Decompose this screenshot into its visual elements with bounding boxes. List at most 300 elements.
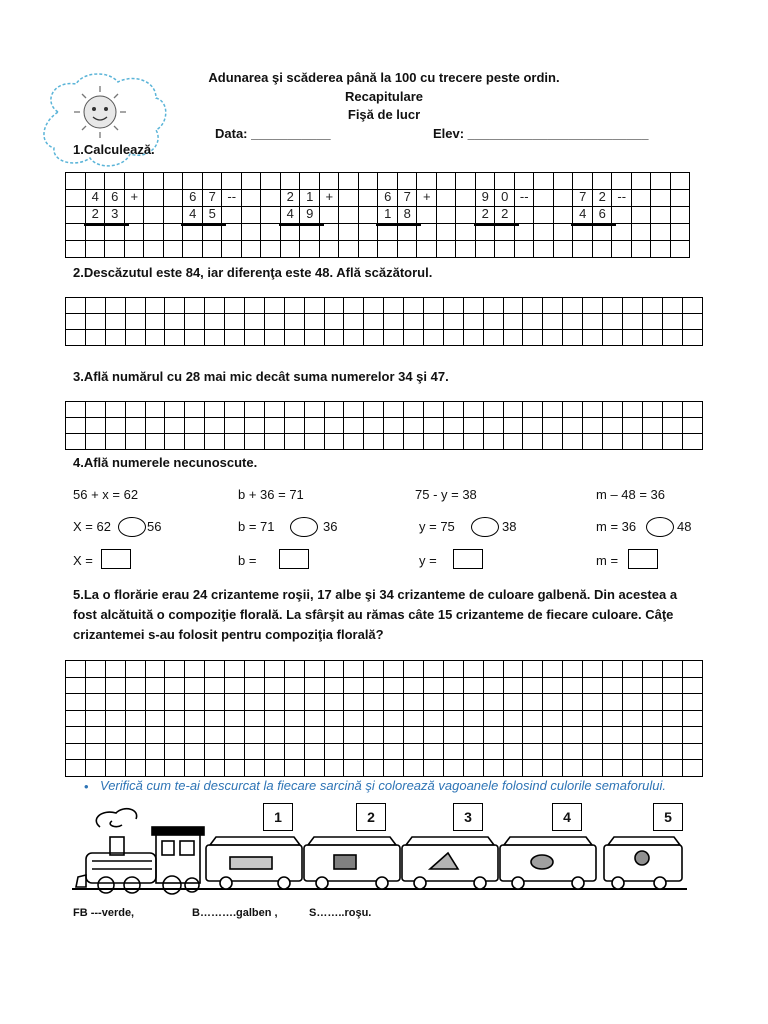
grid-cell[interactable] xyxy=(651,173,671,190)
grid-cell[interactable] xyxy=(125,727,145,744)
grid-cell[interactable] xyxy=(245,760,265,777)
grid-cell[interactable] xyxy=(642,434,662,450)
grid-cell[interactable] xyxy=(344,677,364,694)
grid-cell[interactable] xyxy=(622,434,642,450)
grid-cell[interactable] xyxy=(631,241,651,258)
grid-cell[interactable] xyxy=(284,727,304,744)
grid-cell[interactable] xyxy=(364,434,384,450)
grid-cell[interactable] xyxy=(456,207,476,224)
grid-cell[interactable] xyxy=(225,694,245,711)
grid-cell[interactable] xyxy=(225,760,245,777)
grid-cell[interactable] xyxy=(264,402,284,418)
grid-cell[interactable] xyxy=(642,710,662,727)
grid-cell[interactable] xyxy=(384,434,404,450)
grid-cell[interactable] xyxy=(205,298,225,314)
grid-cell[interactable] xyxy=(424,710,444,727)
grid-cell[interactable] xyxy=(264,661,284,678)
grid-cell[interactable] xyxy=(225,402,245,418)
grid-cell[interactable] xyxy=(304,402,324,418)
grid-cell[interactable] xyxy=(124,224,144,241)
grid-cell[interactable] xyxy=(66,330,86,346)
grid-cell[interactable] xyxy=(523,314,543,330)
grid-cell[interactable] xyxy=(364,661,384,678)
grid-cell[interactable] xyxy=(534,241,554,258)
grid-cell[interactable] xyxy=(443,434,463,450)
grid-cell[interactable] xyxy=(543,710,563,727)
grid-cell[interactable] xyxy=(261,241,281,258)
grid-cell[interactable] xyxy=(85,760,105,777)
grid-cell[interactable] xyxy=(384,661,404,678)
grid-cell[interactable] xyxy=(456,241,476,258)
grid-cell[interactable] xyxy=(603,402,623,418)
result3-box[interactable] xyxy=(453,549,483,569)
grid-cell[interactable] xyxy=(264,434,284,450)
grid-cell[interactable] xyxy=(66,173,86,190)
grid-cell[interactable] xyxy=(612,241,632,258)
grid-cell[interactable] xyxy=(300,224,320,241)
grid-cell[interactable] xyxy=(165,760,185,777)
grid-cell[interactable] xyxy=(225,677,245,694)
grid-cell[interactable] xyxy=(185,710,205,727)
grid-cell[interactable] xyxy=(364,677,384,694)
grid-cell[interactable] xyxy=(344,330,364,346)
grid-cell[interactable] xyxy=(125,314,145,330)
grid-cell[interactable] xyxy=(583,760,603,777)
grid-cell[interactable] xyxy=(125,694,145,711)
grid-cell[interactable] xyxy=(514,224,534,241)
grid-cell[interactable] xyxy=(145,434,165,450)
grid-cell[interactable] xyxy=(483,727,503,744)
grid-cell[interactable] xyxy=(378,241,398,258)
grid-cell[interactable] xyxy=(185,661,205,678)
grid-cell[interactable] xyxy=(241,241,261,258)
grid-cell[interactable] xyxy=(424,677,444,694)
task2-grid[interactable] xyxy=(65,297,703,346)
grid-cell[interactable] xyxy=(583,677,603,694)
grid-cell[interactable] xyxy=(563,314,583,330)
grid-cell[interactable] xyxy=(245,298,265,314)
grid-cell[interactable] xyxy=(642,661,662,678)
grid-cell[interactable] xyxy=(284,434,304,450)
grid-cell[interactable] xyxy=(563,677,583,694)
grid-cell[interactable] xyxy=(66,224,86,241)
grid-cell[interactable] xyxy=(612,224,632,241)
grid-cell[interactable] xyxy=(523,743,543,760)
grid-cell[interactable] xyxy=(563,418,583,434)
grid-cell[interactable] xyxy=(662,677,682,694)
grid-cell[interactable] xyxy=(300,173,320,190)
grid-cell[interactable] xyxy=(603,677,623,694)
grid-cell[interactable] xyxy=(622,330,642,346)
grid-cell[interactable] xyxy=(185,434,205,450)
grid-cell[interactable] xyxy=(319,224,339,241)
grid-cell[interactable] xyxy=(603,694,623,711)
grid-cell[interactable] xyxy=(324,402,344,418)
grid-cell[interactable] xyxy=(105,661,125,678)
grid-cell[interactable] xyxy=(642,330,662,346)
grid-cell[interactable] xyxy=(583,727,603,744)
grid-cell[interactable] xyxy=(443,760,463,777)
grid-cell[interactable] xyxy=(503,402,523,418)
grid-cell[interactable] xyxy=(85,173,105,190)
grid-cell[interactable] xyxy=(66,298,86,314)
grid-cell[interactable] xyxy=(358,173,378,190)
grid-cell[interactable] xyxy=(241,224,261,241)
grid-cell[interactable] xyxy=(417,173,437,190)
grid-cell[interactable] xyxy=(483,298,503,314)
grid-cell[interactable] xyxy=(105,314,125,330)
grid-cell[interactable] xyxy=(284,298,304,314)
grid-cell[interactable] xyxy=(125,710,145,727)
grid-cell[interactable] xyxy=(424,760,444,777)
grid-cell[interactable] xyxy=(124,207,144,224)
grid-cell[interactable] xyxy=(503,434,523,450)
grid-cell[interactable] xyxy=(622,727,642,744)
grid-cell[interactable] xyxy=(145,314,165,330)
grid-cell[interactable] xyxy=(185,743,205,760)
grid-cell[interactable] xyxy=(205,661,225,678)
grid-cell[interactable] xyxy=(378,224,398,241)
grid-cell[interactable] xyxy=(424,314,444,330)
grid-cell[interactable] xyxy=(304,418,324,434)
grid-cell[interactable] xyxy=(483,402,503,418)
grid-cell[interactable] xyxy=(85,661,105,678)
grid-cell[interactable] xyxy=(264,298,284,314)
grid-cell[interactable] xyxy=(463,743,483,760)
grid-cell[interactable] xyxy=(483,694,503,711)
grid-cell[interactable] xyxy=(583,661,603,678)
grid-cell[interactable] xyxy=(304,434,324,450)
grid-cell[interactable] xyxy=(85,298,105,314)
grid-cell[interactable] xyxy=(583,314,603,330)
grid-cell[interactable] xyxy=(205,434,225,450)
grid-cell[interactable] xyxy=(105,173,125,190)
grid-cell[interactable] xyxy=(163,224,183,241)
grid-cell[interactable] xyxy=(483,418,503,434)
grid-cell[interactable] xyxy=(105,694,125,711)
grid-cell[interactable] xyxy=(85,434,105,450)
grid-cell[interactable] xyxy=(165,743,185,760)
grid-cell[interactable] xyxy=(125,760,145,777)
grid-cell[interactable] xyxy=(105,224,125,241)
grid-cell[interactable] xyxy=(165,677,185,694)
grid-cell[interactable] xyxy=(563,298,583,314)
grid-cell[interactable] xyxy=(124,173,144,190)
grid-cell[interactable] xyxy=(304,694,324,711)
grid-cell[interactable] xyxy=(185,314,205,330)
grid-cell[interactable] xyxy=(404,314,424,330)
grid-cell[interactable] xyxy=(523,434,543,450)
grid-cell[interactable] xyxy=(222,207,242,224)
grid-cell[interactable] xyxy=(304,330,324,346)
grid-cell[interactable] xyxy=(304,727,324,744)
grid-cell[interactable] xyxy=(145,727,165,744)
grid-cell[interactable] xyxy=(304,314,324,330)
grid-cell[interactable] xyxy=(66,314,86,330)
grid-cell[interactable] xyxy=(503,314,523,330)
grid-cell[interactable] xyxy=(612,173,632,190)
grid-cell[interactable] xyxy=(245,661,265,678)
grid-cell[interactable] xyxy=(125,402,145,418)
grid-cell[interactable] xyxy=(165,330,185,346)
grid-cell[interactable] xyxy=(225,314,245,330)
grid-cell[interactable] xyxy=(105,418,125,434)
grid-cell[interactable] xyxy=(631,207,651,224)
grid-cell[interactable] xyxy=(324,418,344,434)
grid-cell[interactable] xyxy=(324,743,344,760)
grid-cell[interactable] xyxy=(603,434,623,450)
grid-cell[interactable] xyxy=(245,402,265,418)
grid-cell[interactable] xyxy=(436,190,456,207)
grid-cell[interactable] xyxy=(443,677,463,694)
grid-cell[interactable] xyxy=(202,173,222,190)
grid-cell[interactable] xyxy=(622,694,642,711)
grid-cell[interactable] xyxy=(463,298,483,314)
grid-cell[interactable] xyxy=(523,661,543,678)
grid-cell[interactable] xyxy=(682,694,702,711)
grid-cell[interactable] xyxy=(124,241,144,258)
grid-cell[interactable] xyxy=(483,661,503,678)
grid-cell[interactable] xyxy=(682,677,702,694)
grid-cell[interactable] xyxy=(344,727,364,744)
grid-cell[interactable] xyxy=(245,743,265,760)
result1-box[interactable] xyxy=(101,549,131,569)
grid-cell[interactable] xyxy=(358,224,378,241)
grid-cell[interactable] xyxy=(145,661,165,678)
grid-cell[interactable] xyxy=(563,743,583,760)
grid-cell[interactable] xyxy=(573,173,593,190)
grid-cell[interactable] xyxy=(503,694,523,711)
grid-cell[interactable] xyxy=(463,760,483,777)
grid-cell[interactable] xyxy=(185,760,205,777)
grid-cell[interactable] xyxy=(324,661,344,678)
grid-cell[interactable] xyxy=(523,330,543,346)
grid-cell[interactable] xyxy=(583,330,603,346)
task3-grid[interactable] xyxy=(65,401,703,450)
grid-cell[interactable] xyxy=(344,298,364,314)
grid-cell[interactable] xyxy=(66,743,86,760)
operator-oval-3[interactable] xyxy=(471,517,499,537)
grid-cell[interactable] xyxy=(642,743,662,760)
grid-cell[interactable] xyxy=(662,330,682,346)
grid-cell[interactable] xyxy=(523,727,543,744)
grid-cell[interactable] xyxy=(165,694,185,711)
grid-cell[interactable] xyxy=(339,241,359,258)
grid-cell[interactable] xyxy=(553,241,573,258)
grid-cell[interactable] xyxy=(85,727,105,744)
grid-cell[interactable] xyxy=(651,190,671,207)
grid-cell[interactable] xyxy=(364,743,384,760)
grid-cell[interactable] xyxy=(165,710,185,727)
grid-cell[interactable] xyxy=(662,298,682,314)
grid-cell[interactable] xyxy=(553,173,573,190)
grid-cell[interactable] xyxy=(205,694,225,711)
grid-cell[interactable] xyxy=(543,760,563,777)
grid-cell[interactable] xyxy=(642,760,662,777)
grid-cell[interactable] xyxy=(463,402,483,418)
grid-cell[interactable] xyxy=(662,760,682,777)
grid-cell[interactable] xyxy=(543,743,563,760)
grid-cell[interactable] xyxy=(284,743,304,760)
grid-cell[interactable] xyxy=(344,694,364,711)
grid-cell[interactable] xyxy=(85,330,105,346)
grid-cell[interactable] xyxy=(563,330,583,346)
grid-cell[interactable] xyxy=(241,207,261,224)
grid-cell[interactable] xyxy=(384,402,404,418)
grid-cell[interactable] xyxy=(222,173,242,190)
grid-cell[interactable] xyxy=(622,760,642,777)
grid-cell[interactable] xyxy=(66,418,86,434)
grid-cell[interactable] xyxy=(612,207,632,224)
grid-cell[interactable] xyxy=(324,330,344,346)
grid-cell[interactable] xyxy=(483,743,503,760)
grid-cell[interactable] xyxy=(573,224,593,241)
grid-cell[interactable] xyxy=(417,241,437,258)
grid-cell[interactable] xyxy=(319,241,339,258)
grid-cell[interactable] xyxy=(304,677,324,694)
result4-box[interactable] xyxy=(628,549,658,569)
grid-cell[interactable] xyxy=(503,743,523,760)
grid-cell[interactable] xyxy=(642,727,662,744)
grid-cell[interactable] xyxy=(85,314,105,330)
grid-cell[interactable] xyxy=(563,661,583,678)
grid-cell[interactable] xyxy=(163,207,183,224)
grid-cell[interactable] xyxy=(284,760,304,777)
grid-cell[interactable] xyxy=(284,418,304,434)
grid-cell[interactable] xyxy=(417,207,437,224)
grid-cell[interactable] xyxy=(583,743,603,760)
grid-cell[interactable] xyxy=(436,241,456,258)
grid-cell[interactable] xyxy=(105,298,125,314)
grid-cell[interactable] xyxy=(66,710,86,727)
grid-cell[interactable] xyxy=(397,224,417,241)
grid-cell[interactable] xyxy=(183,241,203,258)
grid-cell[interactable] xyxy=(682,330,702,346)
grid-cell[interactable] xyxy=(105,241,125,258)
grid-cell[interactable] xyxy=(682,314,702,330)
grid-cell[interactable] xyxy=(245,314,265,330)
grid-cell[interactable] xyxy=(543,661,563,678)
grid-cell[interactable] xyxy=(553,207,573,224)
grid-cell[interactable] xyxy=(304,298,324,314)
grid-cell[interactable] xyxy=(185,330,205,346)
grid-cell[interactable] xyxy=(205,760,225,777)
grid-cell[interactable] xyxy=(105,727,125,744)
grid-cell[interactable] xyxy=(344,402,364,418)
grid-cell[interactable] xyxy=(384,710,404,727)
grid-cell[interactable] xyxy=(642,298,662,314)
grid-cell[interactable] xyxy=(642,418,662,434)
grid-cell[interactable] xyxy=(225,418,245,434)
grid-cell[interactable] xyxy=(642,677,662,694)
grid-cell[interactable] xyxy=(284,661,304,678)
grid-cell[interactable] xyxy=(339,173,359,190)
grid-cell[interactable] xyxy=(662,418,682,434)
grid-cell[interactable] xyxy=(543,434,563,450)
grid-cell[interactable] xyxy=(563,694,583,711)
grid-cell[interactable] xyxy=(682,661,702,678)
grid-cell[interactable] xyxy=(404,434,424,450)
grid-cell[interactable] xyxy=(583,402,603,418)
grid-cell[interactable] xyxy=(105,760,125,777)
grid-cell[interactable] xyxy=(503,760,523,777)
grid-cell[interactable] xyxy=(378,173,398,190)
grid-cell[interactable] xyxy=(145,402,165,418)
grid-cell[interactable] xyxy=(165,661,185,678)
grid-cell[interactable] xyxy=(205,743,225,760)
grid-cell[interactable] xyxy=(651,224,671,241)
grid-cell[interactable] xyxy=(443,710,463,727)
grid-cell[interactable] xyxy=(495,173,515,190)
grid-cell[interactable] xyxy=(456,190,476,207)
grid-cell[interactable] xyxy=(284,710,304,727)
grid-cell[interactable] xyxy=(463,434,483,450)
grid-cell[interactable] xyxy=(165,314,185,330)
grid-cell[interactable] xyxy=(443,314,463,330)
grid-cell[interactable] xyxy=(592,241,612,258)
grid-cell[interactable] xyxy=(483,314,503,330)
grid-cell[interactable] xyxy=(424,434,444,450)
grid-cell[interactable] xyxy=(662,727,682,744)
grid-cell[interactable] xyxy=(241,173,261,190)
grid-cell[interactable] xyxy=(384,694,404,711)
grid-cell[interactable] xyxy=(364,710,384,727)
grid-cell[interactable] xyxy=(424,330,444,346)
grid-cell[interactable] xyxy=(225,710,245,727)
grid-cell[interactable] xyxy=(424,661,444,678)
grid-cell[interactable] xyxy=(364,402,384,418)
grid-cell[interactable] xyxy=(344,760,364,777)
grid-cell[interactable] xyxy=(344,661,364,678)
grid-cell[interactable] xyxy=(424,743,444,760)
grid-cell[interactable] xyxy=(264,418,284,434)
grid-cell[interactable] xyxy=(241,190,261,207)
grid-cell[interactable] xyxy=(642,402,662,418)
grid-cell[interactable] xyxy=(384,314,404,330)
grid-cell[interactable] xyxy=(443,743,463,760)
grid-cell[interactable] xyxy=(603,314,623,330)
grid-cell[interactable] xyxy=(264,727,284,744)
grid-cell[interactable] xyxy=(261,207,281,224)
grid-cell[interactable] xyxy=(603,727,623,744)
grid-cell[interactable] xyxy=(475,173,495,190)
grid-cell[interactable] xyxy=(205,402,225,418)
grid-cell[interactable] xyxy=(523,677,543,694)
grid-cell[interactable] xyxy=(319,173,339,190)
grid-cell[interactable] xyxy=(404,694,424,711)
grid-cell[interactable] xyxy=(651,241,671,258)
grid-cell[interactable] xyxy=(495,224,515,241)
grid-cell[interactable] xyxy=(358,207,378,224)
grid-cell[interactable] xyxy=(592,173,612,190)
grid-cell[interactable] xyxy=(631,190,651,207)
date-field[interactable]: Data: ___________ xyxy=(215,126,331,141)
grid-cell[interactable] xyxy=(85,418,105,434)
grid-cell[interactable] xyxy=(304,661,324,678)
grid-cell[interactable] xyxy=(358,241,378,258)
grid-cell[interactable] xyxy=(592,224,612,241)
grid-cell[interactable] xyxy=(364,760,384,777)
grid-cell[interactable] xyxy=(105,330,125,346)
grid-cell[interactable] xyxy=(324,760,344,777)
grid-cell[interactable] xyxy=(651,207,671,224)
grid-cell[interactable] xyxy=(424,418,444,434)
grid-cell[interactable] xyxy=(662,314,682,330)
grid-cell[interactable] xyxy=(443,330,463,346)
grid-cell[interactable] xyxy=(284,694,304,711)
grid-cell[interactable] xyxy=(165,402,185,418)
grid-cell[interactable] xyxy=(105,710,125,727)
